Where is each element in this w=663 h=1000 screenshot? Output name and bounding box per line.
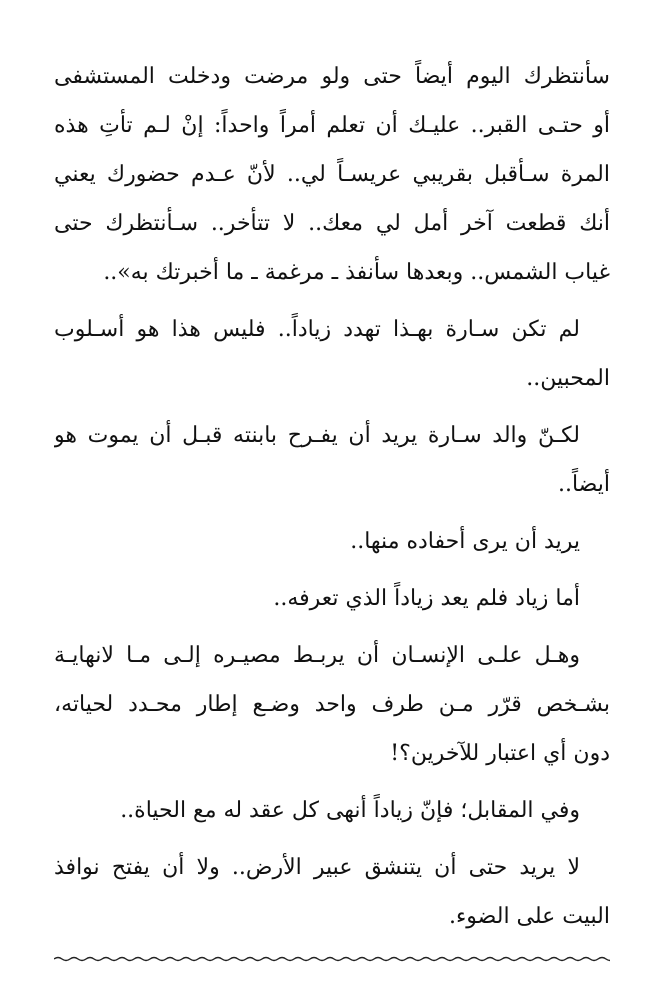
- text-line: غياب الشمس.. وبعدها سأنفذ ـ مرغمة ـ ما أخبرتك به»..: [103, 260, 610, 285]
- text-line: وفي المقابل؛ فإنّ زياداً أنهى كل عقد له مع الحياة..: [120, 798, 580, 823]
- text-line: وهـل علـى الإنسـان أن يربـط مصيـره إلـى مـا لانهايـة: [54, 643, 580, 668]
- paragraph: [54, 843, 610, 941]
- text-line: أو حتـى القبر.. عليـك أن تعلم أمراً واحداً: إنْ لـم تأتِ هذه: [54, 113, 610, 138]
- paragraph: [54, 574, 610, 623]
- text-line: لا يريد حتى أن يتنشق عبير الأرض.. ولا أن يفتح نوافذ: [54, 855, 580, 880]
- text-line: أما زياد فلم يعد زياداً الذي تعرفه..: [273, 586, 580, 611]
- paragraph: [54, 411, 610, 509]
- wavy-divider-line: [54, 958, 610, 961]
- text-line: دون أي اعتبار للآخرين؟!: [390, 741, 610, 766]
- text-line: بشـخص قرّر مـن طرف واحد وضـع إطار محـدد لحياته،: [54, 692, 610, 717]
- page-body: [54, 52, 610, 941]
- text-line: أيضاً..: [557, 472, 610, 497]
- paragraph: [54, 631, 610, 778]
- paragraph: [54, 305, 610, 403]
- text-line: المحبين..: [526, 366, 610, 391]
- text-line: يريد أن يرى أحفاده منها..: [350, 529, 580, 554]
- paragraph: [54, 786, 610, 835]
- text-line: لم تكن سـارة بهـذا تهدد زياداً.. فليس هذا هو أسـلوب: [54, 317, 580, 342]
- paragraph: [54, 517, 610, 566]
- wavy-divider: [54, 952, 610, 966]
- paragraph: [54, 52, 610, 297]
- text-line: سأنتظرك اليوم أيضاً حتى ولو مرضت ودخلت المستشفى: [54, 64, 610, 89]
- text-line: لكـنّ والد سـارة يريد أن يفـرح بابنته قبـل أن يموت هو: [54, 423, 580, 448]
- text-line: المرة سـأقبل بقريبي عريسـاً لي.. لأنّ عـدم حضورك يعني: [54, 162, 610, 187]
- text-line: أنك قطعت آخر أمل لي معك.. لا تتأخر.. سـأنتظرك حتى: [54, 211, 610, 236]
- text-line: البيت على الضوء.: [448, 904, 610, 929]
